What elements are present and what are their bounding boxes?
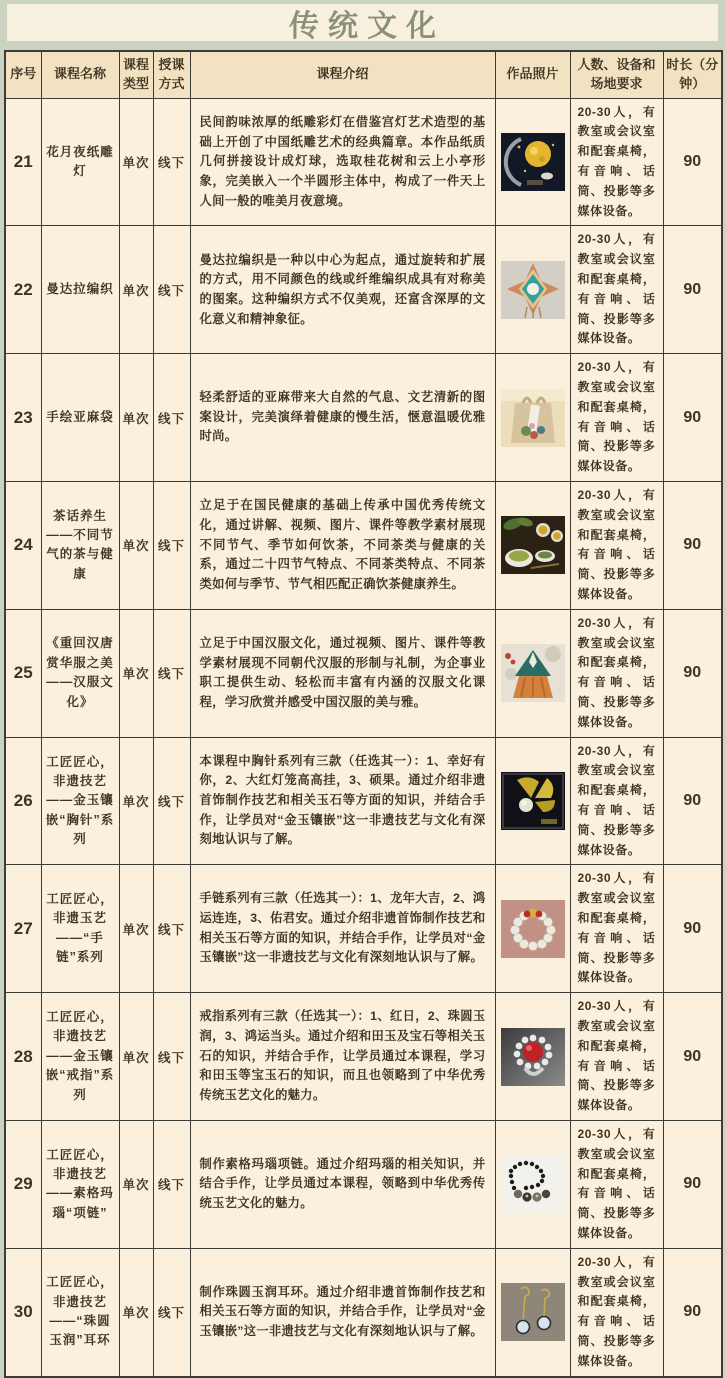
course-intro: 曼达拉编织是一种以中心为起点，通过旋转和扩展的方式，用不同颜色的线或纤维编织成具有对称美的图案。这种编织方式不仅美观，还富含深厚的文化意义和精神象征。 xyxy=(190,226,495,354)
work-photo-earrings xyxy=(495,1248,570,1376)
course-name: 工匠匠心，非遗技艺——金玉镶嵌“胸针”系列 xyxy=(41,737,119,865)
title-banner xyxy=(7,4,718,41)
header-teaching-mode: 授课方式 xyxy=(153,51,190,98)
teaching-mode: 线下 xyxy=(153,993,190,1121)
course-intro: 制作素格玛瑙项链。通过介绍玛瑙的相关知识，并结合手作，让学员通过本课程，领略到中华优秀传统玉艺文化的魅力。 xyxy=(190,1120,495,1248)
hanfu-image xyxy=(501,644,565,702)
course-no: 27 xyxy=(5,865,41,993)
course-intro: 手链系列有三款（任选其一）：1、龙年大吉，2、鸿运连连，3、佑君安。通过介绍非遗首饰制作技艺和相关玉石等方面的知识，并结合手作，让学员对“金玉镶嵌”这一非遗技艺与文化有深刻地认识与了解。 xyxy=(190,865,495,993)
bracelet-image xyxy=(501,900,565,958)
course-intro: 戒指系列有三款（任选其一）：1、红日，2、珠圆玉润，3、鸿运当头。通过介绍和田玉及宝石等相关玉石的知识，并结合手作，让学员通过本课程，学习和田玉等宝玉石的知识，而且也领略到了中华优秀传统玉艺文化的魅力。 xyxy=(190,993,495,1121)
mandala-image xyxy=(501,261,565,319)
course-no: 28 xyxy=(5,993,41,1121)
table-row xyxy=(5,737,722,865)
course-intro: 轻柔舒适的亚麻带来大自然的气息、文艺清新的图案设计，完美演绎着健康的慢生活，惬意温暖优雅时尚。 xyxy=(190,354,495,482)
table-row xyxy=(5,226,722,354)
work-photo-hanfu xyxy=(495,609,570,737)
header-no: 序号 xyxy=(5,51,41,98)
requirements: 20-30人，有教室或会议室和配套桌椅，有音响、话筒、投影等多媒体设备。 xyxy=(570,993,663,1121)
course-intro: 制作珠圆玉润耳环。通过介绍非遗首饰制作技艺和相关玉石等方面的知识，并结合手作，让学员对“金玉镶嵌”这一非遗技艺与文化有深刻地认识与了解。 xyxy=(190,1248,495,1376)
requirements: 20-30人，有教室或会议室和配套桌椅，有音响、话筒、投影等多媒体设备。 xyxy=(570,98,663,226)
course-no: 30 xyxy=(5,1248,41,1376)
course-no: 22 xyxy=(5,226,41,354)
work-photo-bracelet xyxy=(495,865,570,993)
teaching-mode: 线下 xyxy=(153,1120,190,1248)
header-course-intro: 课程介绍 xyxy=(190,51,495,98)
course-type: 单次 xyxy=(119,737,153,865)
table-row xyxy=(5,609,722,737)
course-intro: 立足于在国民健康的基础上传承中国优秀传统文化，通过讲解、视频、图片、课件等教学素材展现不同节气、季节如何饮茶，不同茶类与健康的关系，通过二十四节气特点、不同茶类特点、不同茶类如何与季节、节气相匹配正确饮茶健康养生。 xyxy=(190,482,495,610)
course-no: 21 xyxy=(5,98,41,226)
course-type: 单次 xyxy=(119,1248,153,1376)
table-row xyxy=(5,1120,722,1248)
duration: 90 xyxy=(663,737,722,865)
work-photo-tea-set xyxy=(495,482,570,610)
duration: 90 xyxy=(663,1248,722,1376)
duration: 90 xyxy=(663,1120,722,1248)
course-name: 《重回汉唐赏华服之美——汉服文化》 xyxy=(41,609,119,737)
course-intro: 本课程中胸针系列有三款（任选其一）：1、幸好有你，2、大红灯笼高高挂，3、硕果。通过介绍非遗首饰制作技艺和相关玉石等方面的知识，并结合手作，让学员对“金玉镶嵌”这一非遗技艺与文化有深刻地认识与了解。 xyxy=(190,737,495,865)
moon-lantern-image xyxy=(501,133,565,191)
table-row xyxy=(5,98,722,226)
course-name: 花月夜纸雕灯 xyxy=(41,98,119,226)
duration: 90 xyxy=(663,993,722,1121)
ring-image xyxy=(501,1028,565,1086)
teaching-mode: 线下 xyxy=(153,98,190,226)
header-row xyxy=(5,51,722,98)
table-row xyxy=(5,482,722,610)
requirements: 20-30人，有教室或会议室和配套桌椅，有音响、话筒、投影等多媒体设备。 xyxy=(570,865,663,993)
course-name: 工匠匠心，非遗技艺——“珠圆玉润”耳环 xyxy=(41,1248,119,1376)
course-type: 单次 xyxy=(119,98,153,226)
work-photo-ginkgo-brooch xyxy=(495,737,570,865)
course-no: 29 xyxy=(5,1120,41,1248)
course-name: 工匠匠心，非遗玉艺——“手链”系列 xyxy=(41,865,119,993)
requirements: 20-30人，有教室或会议室和配套桌椅，有音响、话筒、投影等多媒体设备。 xyxy=(570,226,663,354)
requirements: 20-30人，有教室或会议室和配套桌椅，有音响、话筒、投影等多媒体设备。 xyxy=(570,354,663,482)
course-intro: 民间韵味浓厚的纸雕彩灯在借鉴宫灯艺术造型的基础上开创了中国纸雕艺术的经典篇章。本作品纸质几何拼接设计成灯球，选取桂花树和云上小亭形象，完美嵌入一个半圆形主体中，构成了一件天上人间一般的唯美月夜意境。 xyxy=(190,98,495,226)
table-row xyxy=(5,1248,722,1376)
teaching-mode: 线下 xyxy=(153,1248,190,1376)
course-type: 单次 xyxy=(119,865,153,993)
table-row xyxy=(5,865,722,993)
requirements: 20-30人，有教室或会议室和配套桌椅，有音响、话筒、投影等多媒体设备。 xyxy=(570,609,663,737)
requirements: 20-30人，有教室或会议室和配套桌椅，有音响、话筒、投影等多媒体设备。 xyxy=(570,737,663,865)
course-type: 单次 xyxy=(119,993,153,1121)
duration: 90 xyxy=(663,482,722,610)
course-intro: 立足于中国汉服文化，通过视频、图片、课件等教学素材展现不同朝代汉服的形制与礼制，为企事业职工提供生动、轻松而丰富有内涵的汉服文化课程，学习欣赏并感受中国汉服的美与雅。 xyxy=(190,609,495,737)
page-title: 传统文化 xyxy=(289,9,445,43)
header-work-photo: 作品照片 xyxy=(495,51,570,98)
tea-set-image xyxy=(501,516,565,574)
teaching-mode: 线下 xyxy=(153,609,190,737)
work-photo-moon-paper-lantern xyxy=(495,98,570,226)
course-type: 单次 xyxy=(119,482,153,610)
teaching-mode: 线下 xyxy=(153,226,190,354)
duration: 90 xyxy=(663,609,722,737)
course-name: 曼达拉编织 xyxy=(41,226,119,354)
teaching-mode: 线下 xyxy=(153,865,190,993)
teaching-mode: 线下 xyxy=(153,737,190,865)
teaching-mode: 线下 xyxy=(153,482,190,610)
course-type: 单次 xyxy=(119,609,153,737)
course-type: 单次 xyxy=(119,226,153,354)
earrings-image xyxy=(501,1283,565,1341)
duration: 90 xyxy=(663,865,722,993)
requirements: 20-30人，有教室或会议室和配套桌椅，有音响、话筒、投影等多媒体设备。 xyxy=(570,482,663,610)
course-type: 单次 xyxy=(119,1120,153,1248)
course-type: 单次 xyxy=(119,354,153,482)
course-name: 手绘亚麻袋 xyxy=(41,354,119,482)
table-row xyxy=(5,993,722,1121)
header-course-type: 课程类型 xyxy=(119,51,153,98)
requirements: 20-30人，有教室或会议室和配套桌椅，有音响、话筒、投影等多媒体设备。 xyxy=(570,1248,663,1376)
course-no: 24 xyxy=(5,482,41,610)
header-requirements: 人数、设备和场地要求 xyxy=(570,51,663,98)
work-photo-necklace xyxy=(495,1120,570,1248)
course-name: 工匠匠心，非遗技艺——素格玛瑙“项链” xyxy=(41,1120,119,1248)
duration: 90 xyxy=(663,354,722,482)
work-photo-ring xyxy=(495,993,570,1121)
course-no: 23 xyxy=(5,354,41,482)
ginkgo-brooch-image xyxy=(501,772,565,830)
course-name: 工匠匠心，非遗技艺——金玉镶嵌“戒指”系列 xyxy=(41,993,119,1121)
linen-bag-image xyxy=(501,389,565,447)
table-row xyxy=(5,354,722,482)
course-no: 26 xyxy=(5,737,41,865)
requirements: 20-30人，有教室或会议室和配套桌椅，有音响、话筒、投影等多媒体设备。 xyxy=(570,1120,663,1248)
necklace-image xyxy=(501,1155,565,1213)
header-duration: 时长（分钟） xyxy=(663,51,722,98)
course-name: 茶话养生——不同节气的茶与健康 xyxy=(41,482,119,610)
course-no: 25 xyxy=(5,609,41,737)
work-photo-linen-bag xyxy=(495,354,570,482)
course-table xyxy=(4,50,723,1378)
work-photo-mandala-weaving xyxy=(495,226,570,354)
teaching-mode: 线下 xyxy=(153,354,190,482)
duration: 90 xyxy=(663,98,722,226)
header-course-name: 课程名称 xyxy=(41,51,119,98)
duration: 90 xyxy=(663,226,722,354)
